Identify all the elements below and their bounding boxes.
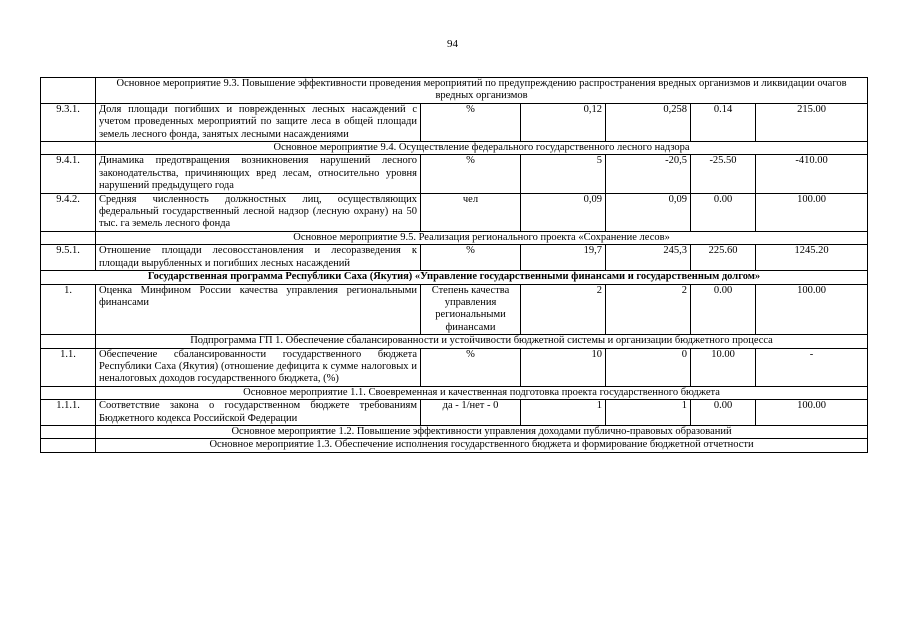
heading-num-cell (41, 142, 96, 155)
indicator-number: 1. (41, 284, 96, 335)
indicator-deviation: 10.00 (691, 348, 756, 386)
indicator-number: 9.4.2. (41, 193, 96, 231)
table-body (41, 78, 868, 453)
indicator-unit: % (421, 155, 521, 193)
section-heading-row (41, 425, 868, 438)
indicator-number: 1.1.1. (41, 400, 96, 426)
indicator-row (41, 103, 868, 141)
indicator-deviation: -25.50 (691, 155, 756, 193)
indicator-name: Динамика предотвращения возникновения нарушений лесного законодательства, причиняющих вред лесам, относительно уровня нарушений предыдущего года (96, 155, 421, 193)
indicator-plan-value: 19,7 (521, 245, 606, 271)
indicator-deviation: 225.60 (691, 245, 756, 271)
section-heading: Основное мероприятие 1.2. Повышение эффективности управления доходами публично-правовых образований (96, 425, 868, 438)
indicator-deviation: 0.14 (691, 103, 756, 141)
heading-num-cell (41, 78, 96, 104)
indicator-fact-value: 1 (606, 400, 691, 426)
heading-num-cell (41, 439, 96, 452)
indicator-unit: % (421, 348, 521, 386)
indicator-fact-value: 0,09 (606, 193, 691, 231)
indicator-plan-value: 2 (521, 284, 606, 335)
indicator-fact-value: -20,5 (606, 155, 691, 193)
program-title: Государственная программа Республики Саха (Якутия) «Управление государственными финансами и государственным долгом» (41, 271, 868, 284)
indicator-row (41, 155, 868, 193)
indicator-plan-value: 5 (521, 155, 606, 193)
section-heading-row (41, 78, 868, 104)
heading-num-cell (41, 386, 96, 399)
indicator-row (41, 348, 868, 386)
indicator-name: Оценка Минфином России качества управления региональными финансами (96, 284, 421, 335)
indicator-percent: 100.00 (756, 400, 868, 426)
indicator-name: Соответствие закона о государственном бюджете требованиям Бюджетного кодекса Российской Федерации (96, 400, 421, 426)
indicator-name: Доля площади погибших и поврежденных лесных насаждений с учетом проведенных мероприятий по защите леса в общей площади земель лесного фонда, занятых лесными насаждениями (96, 103, 421, 141)
indicator-percent: - (756, 348, 868, 386)
indicator-percent: 100.00 (756, 193, 868, 231)
heading-num-cell (41, 425, 96, 438)
indicator-plan-value: 0,09 (521, 193, 606, 231)
heading-num-cell (41, 231, 96, 244)
section-heading-row (41, 142, 868, 155)
indicator-row (41, 193, 868, 231)
indicator-unit: Степень качества управления региональными финансами (421, 284, 521, 335)
indicator-row (41, 284, 868, 335)
indicator-number: 9.5.1. (41, 245, 96, 271)
indicator-name: Обеспечение сбалансированности государственного бюджета Республики Саха (Якутия) (отношение дефицита к сумме налоговых и неналоговых доходов государственного бюджета, (%) (96, 348, 421, 386)
indicator-fact-value: 2 (606, 284, 691, 335)
section-heading-row (41, 335, 868, 348)
indicator-fact-value: 0,258 (606, 103, 691, 141)
indicator-unit: чел (421, 193, 521, 231)
indicator-number: 1.1. (41, 348, 96, 386)
section-heading-row (41, 439, 868, 452)
indicator-unit: % (421, 245, 521, 271)
indicator-percent: 215.00 (756, 103, 868, 141)
section-heading-row (41, 386, 868, 399)
indicator-unit: % (421, 103, 521, 141)
section-heading: Основное мероприятие 9.4. Осуществление федерального государственного лесного надзора (96, 142, 868, 155)
indicator-number: 9.4.1. (41, 155, 96, 193)
section-heading: Основное мероприятие 9.5. Реализация регионального проекта «Сохранение лесов» (96, 231, 868, 244)
indicator-deviation: 0.00 (691, 400, 756, 426)
indicator-deviation: 0.00 (691, 284, 756, 335)
indicator-percent: 100.00 (756, 284, 868, 335)
indicator-plan-value: 1 (521, 400, 606, 426)
indicators-table (40, 77, 868, 453)
page-number: 94 (447, 38, 458, 50)
indicator-name: Средняя численность должностных лиц, осуществляющих федеральный государственный лесной надзор (лесную охрану) на 50 тыс. га земель лесного фонда (96, 193, 421, 231)
indicator-plan-value: 0,12 (521, 103, 606, 141)
indicator-name: Отношение площади лесовосстановления и лесоразведения к площади вырубленных и погибших лесных насаждений (96, 245, 421, 271)
section-heading: Основное мероприятие 1.1. Своевременная и качественная подготовка проекта государственного бюджета (96, 386, 868, 399)
indicator-fact-value: 0 (606, 348, 691, 386)
indicator-row (41, 400, 868, 426)
indicator-unit: да - 1/нет - 0 (421, 400, 521, 426)
indicator-plan-value: 10 (521, 348, 606, 386)
indicator-percent: 1245.20 (756, 245, 868, 271)
indicator-deviation: 0.00 (691, 193, 756, 231)
indicator-percent: -410.00 (756, 155, 868, 193)
indicator-fact-value: 245,3 (606, 245, 691, 271)
program-row (41, 271, 868, 284)
section-heading: Подпрограмма ГП 1. Обеспечение сбалансированности и устойчивости бюджетной системы и организации бюджетного процесса (96, 335, 868, 348)
heading-num-cell (41, 335, 96, 348)
section-heading-row (41, 231, 868, 244)
indicator-number: 9.3.1. (41, 103, 96, 141)
indicator-row (41, 245, 868, 271)
section-heading: Основное мероприятие 9.3. Повышение эффективности проведения мероприятий по предупреждению распространения вредных организмов и ликвидации очагов вредных организмов (96, 78, 868, 104)
section-heading: Основное мероприятие 1.3. Обеспечение исполнения государственного бюджета и формирование бюджетной отчетности (96, 439, 868, 452)
